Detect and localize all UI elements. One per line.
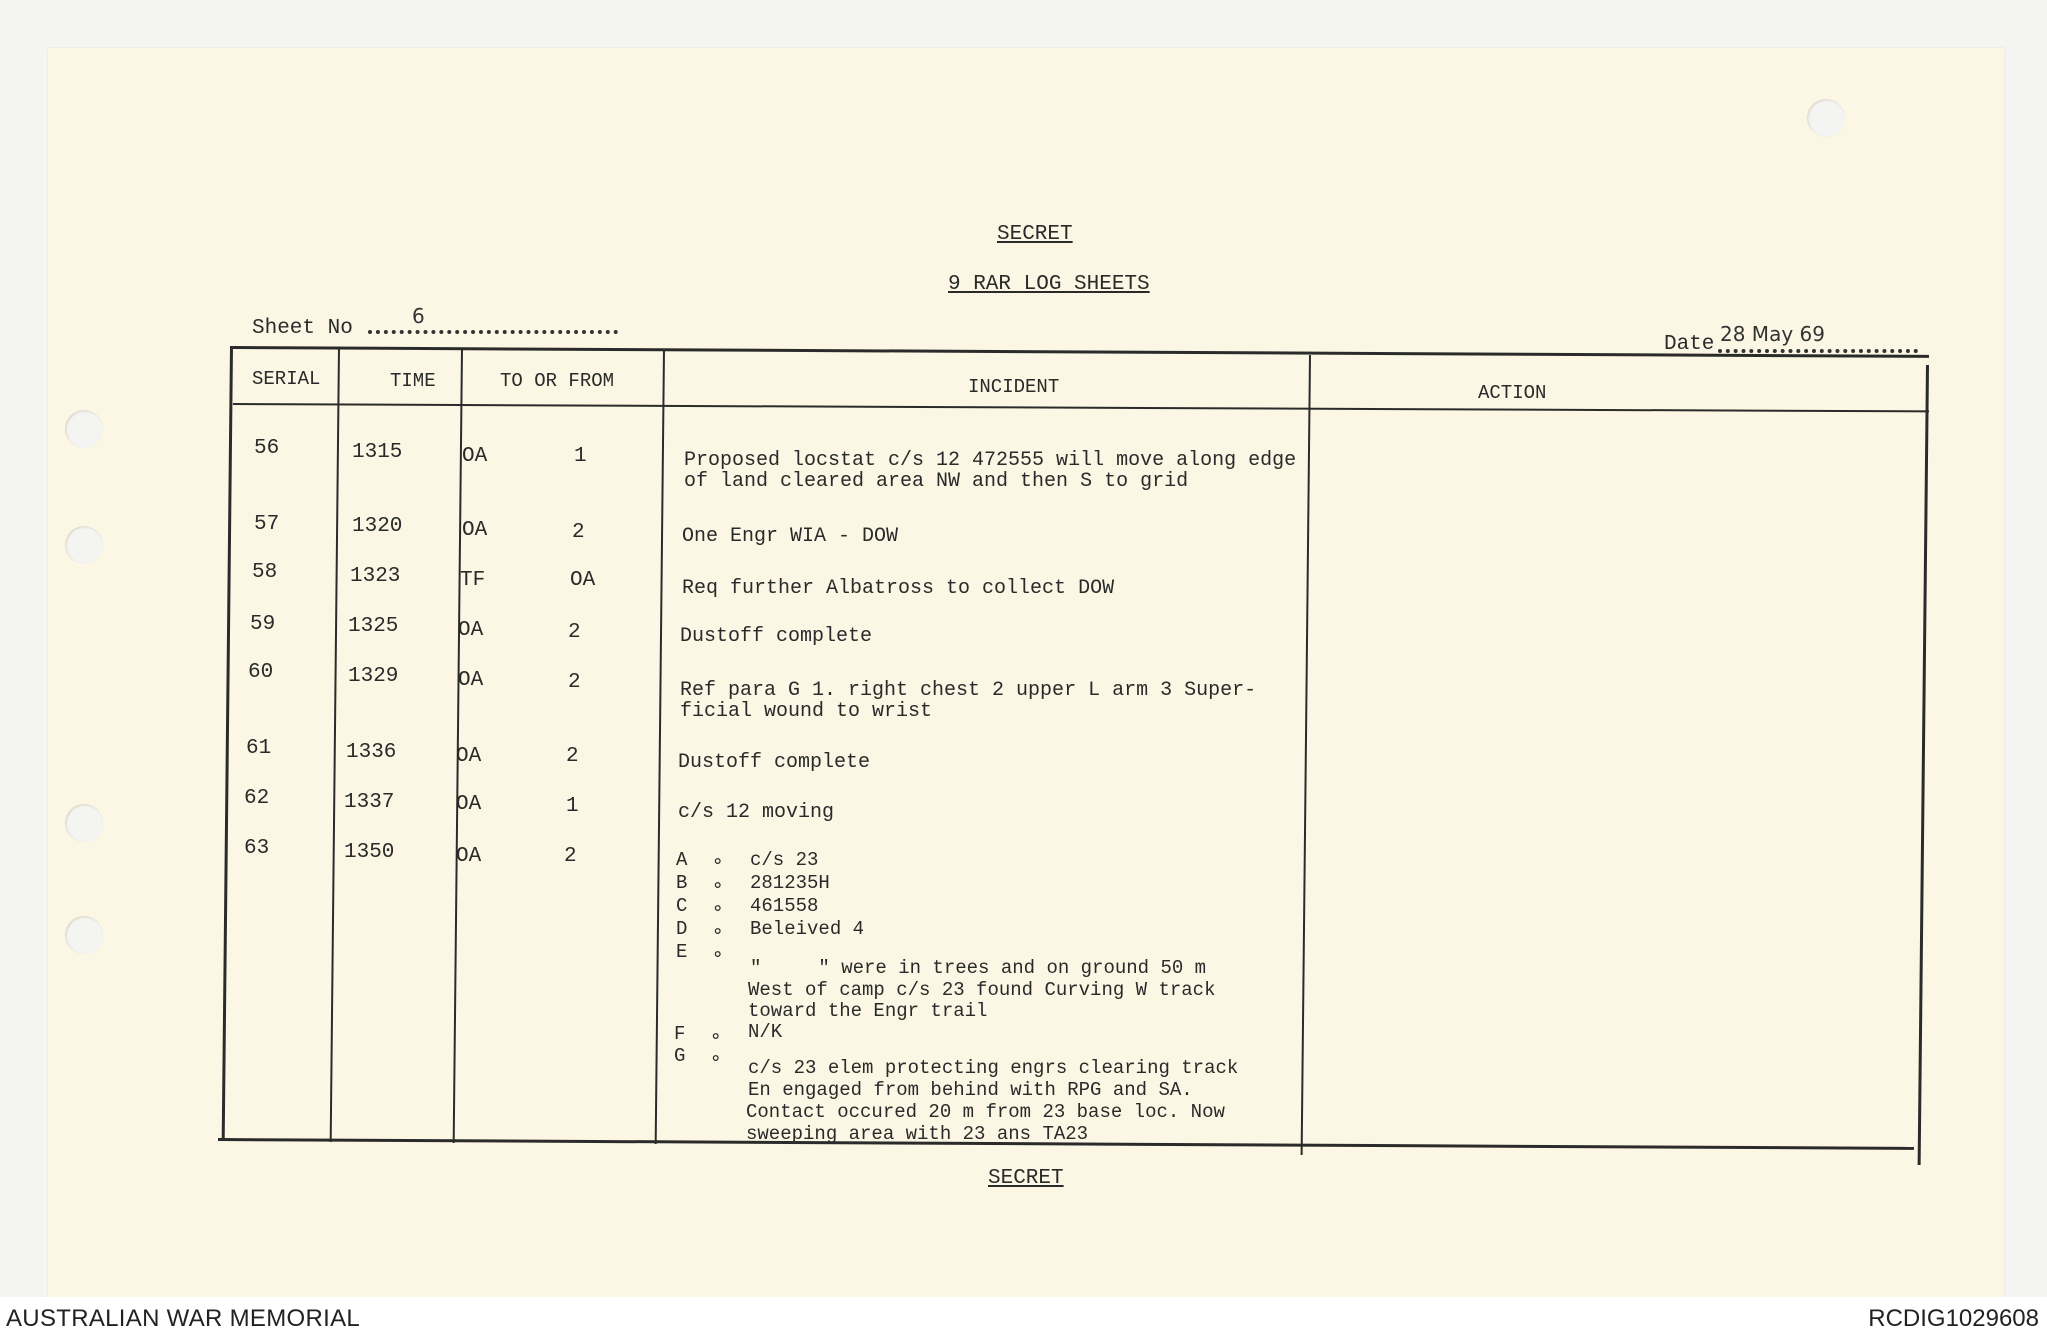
time-cell: 1336 — [346, 741, 397, 764]
archive-footer — [0, 1297, 2047, 1339]
punch-hole — [65, 804, 103, 842]
item-bullet: ∘ — [712, 944, 724, 966]
page-title: 9 RAR LOG SHEETS — [948, 273, 1150, 296]
to-cell: OA — [462, 519, 488, 542]
time-cell: 1315 — [352, 441, 403, 464]
sheet-no-label: Sheet No — [252, 317, 353, 340]
item-bullet: ∘ — [712, 898, 724, 920]
to-cell: OA — [458, 619, 484, 642]
time-cell: 1329 — [348, 665, 399, 688]
item-text: " " were in trees and on ground 50 m — [750, 957, 1207, 979]
item-letter: C — [676, 895, 688, 917]
item-text: 461558 — [750, 895, 819, 917]
serial-cell: 59 — [250, 613, 276, 636]
to-cell: OA — [456, 793, 482, 816]
item-text: toward the Engr trail — [748, 1000, 988, 1022]
incident-cell: Dustoff complete — [678, 751, 871, 774]
classification-bottom: SECRET — [988, 1167, 1064, 1190]
item-text: c/s 23 — [750, 849, 819, 871]
item-bullet: ∘ — [712, 921, 724, 943]
date-dots — [1718, 349, 1918, 353]
to-cell: OA — [462, 445, 488, 468]
incident-cell: Req further Albatross to collect DOW — [682, 577, 1115, 600]
time-cell: 1325 — [348, 615, 399, 638]
time-cell: 1350 — [344, 841, 395, 864]
item-text: West of camp c/s 23 found Curving W track — [748, 979, 1216, 1001]
to-cell: OA — [456, 845, 482, 868]
date-value: 28 May 69 — [1720, 322, 1825, 346]
from-cell: 2 — [568, 621, 581, 644]
col-header-time: TIME — [390, 370, 436, 392]
col-header-serial: SERIAL — [252, 368, 321, 390]
item-bullet: ∘ — [710, 1026, 722, 1048]
item-letter: F — [674, 1023, 686, 1045]
item-text: N/K — [748, 1021, 783, 1043]
item-letter: B — [676, 872, 688, 894]
sheet-no-dots — [368, 330, 618, 334]
archive-id: RCDIG1029608 — [1868, 1305, 2039, 1332]
serial-cell: 57 — [254, 513, 280, 536]
to-cell: OA — [458, 669, 484, 692]
item-text: sweeping area with 23 ans TA23 — [746, 1123, 1089, 1145]
item-letter: A — [676, 849, 688, 871]
to-cell: TF — [460, 569, 486, 592]
item-letter: G — [674, 1045, 686, 1067]
from-cell: 1 — [566, 795, 579, 818]
date-label: Date — [1664, 333, 1715, 356]
from-cell: 2 — [568, 671, 581, 694]
punch-hole — [65, 526, 103, 564]
item-bullet: ∘ — [710, 1048, 722, 1070]
item-letter: D — [676, 918, 688, 940]
serial-cell: 56 — [254, 437, 280, 460]
from-cell: 1 — [574, 445, 587, 468]
from-cell: OA — [570, 569, 596, 592]
incident-cell: c/s 12 moving — [678, 801, 835, 824]
serial-cell: 58 — [252, 561, 278, 584]
incident-cell: One Engr WIA - DOW — [682, 525, 899, 548]
item-bullet: ∘ — [712, 875, 724, 897]
sheet-no-value: 6 — [412, 304, 425, 328]
serial-cell: 62 — [244, 787, 270, 810]
to-cell: OA — [456, 745, 482, 768]
col-header-action: ACTION — [1478, 382, 1547, 404]
serial-cell: 60 — [248, 661, 274, 684]
item-text: 281235H — [750, 872, 830, 894]
item-text: Beleived 4 — [750, 918, 865, 940]
serial-cell: 63 — [244, 837, 270, 860]
from-cell: 2 — [572, 521, 585, 544]
col-header-to-or-from: TO OR FROM — [500, 370, 615, 392]
classification-top: SECRET — [997, 223, 1073, 246]
time-cell: 1320 — [352, 515, 403, 538]
incident-cell: Dustoff complete — [680, 625, 873, 648]
from-cell: 2 — [564, 845, 577, 868]
punch-hole — [1807, 99, 1845, 137]
item-bullet: ∘ — [712, 851, 724, 873]
incident-cell: Ref para G 1. right chest 2 upper L arm 3 Super- ficial wound to wrist — [680, 679, 1257, 723]
col-header-incident: INCIDENT — [968, 376, 1060, 398]
serial-cell: 61 — [246, 737, 272, 760]
punch-hole — [65, 410, 103, 448]
time-cell: 1323 — [350, 565, 401, 588]
punch-hole — [65, 916, 103, 954]
incident-cell: Proposed locstat c/s 12 472555 will move along edge of land cleared area NW and then S to grid — [684, 449, 1297, 493]
item-letter: E — [676, 941, 688, 963]
time-cell: 1337 — [344, 791, 395, 814]
from-cell: 2 — [566, 745, 579, 768]
item-text: Contact occured 20 m from 23 base loc. Now — [746, 1101, 1225, 1123]
archive-name: AUSTRALIAN WAR MEMORIAL — [6, 1305, 361, 1332]
item-text: En engaged from behind with RPG and SA. — [748, 1079, 1193, 1101]
item-text: c/s 23 elem protecting engrs clearing track — [748, 1057, 1239, 1079]
